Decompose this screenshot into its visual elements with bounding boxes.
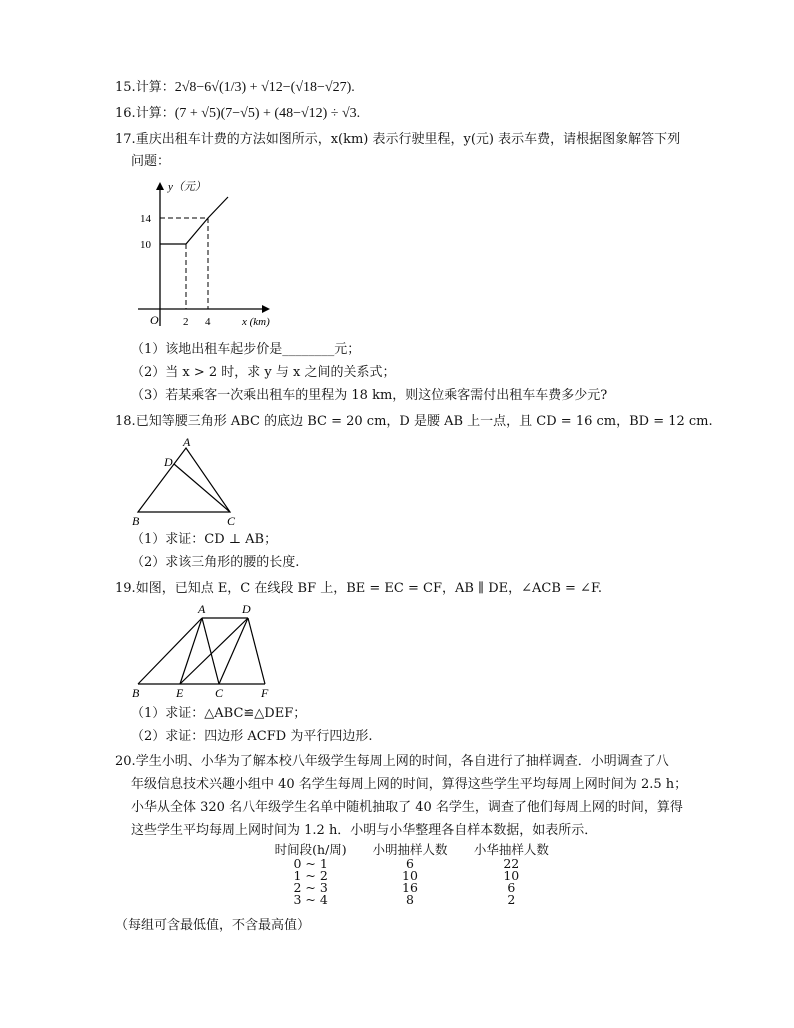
- q16-number: 16.: [115, 106, 136, 121]
- question-15: [115, 78, 355, 98]
- q17-origin-label: O: [150, 313, 159, 327]
- q19-label-F: F: [261, 686, 269, 700]
- q18-stem-text: 已知等腰三角形 ABC 的底边 BC = 20 cm，D 是腰 AB 上一点，且 CD = 16 cm，BD = 12 cm.: [135, 414, 713, 429]
- question-18-stem: [115, 412, 713, 432]
- q17-number: 17.: [115, 132, 136, 147]
- q20-text-line4: 这些学生平均每周上网时间为 1.2 h．小明与小华整理各自样本数据，如表所示．: [131, 823, 598, 838]
- table-cell: 6: [405, 856, 414, 871]
- table-header-cell: 时间段(h/周): [274, 842, 347, 857]
- q17-x-tick-4: 4: [205, 316, 211, 328]
- q18-part1: （1）求证：CD ⊥ AB；: [131, 532, 278, 547]
- q19-part1: （1）求证：△ABC≌△DEF；: [131, 706, 307, 721]
- q19-label-C: C: [215, 686, 224, 700]
- q17-x-axis-label: x (km): [242, 316, 270, 328]
- q20-text-line1: 学生小明、小华为了解本校八年级学生每周上网的时间，各自进行了抽样调查．小明调查了八: [135, 754, 669, 769]
- q17-part3: （3）若某乘客一次乘出租车的里程为 18 km，则这位乘客需付出租车车费多少元?: [131, 388, 608, 403]
- q20-sample-table: [262, 842, 562, 906]
- table-cell: 10: [503, 868, 520, 883]
- q18-label-A: A: [183, 436, 191, 449]
- q19-part2: （2）求证：四边形 ACFD 为平行四边形.: [131, 729, 373, 744]
- q19-label-B: B: [132, 686, 140, 700]
- q15-number: 15.: [115, 80, 136, 95]
- table-cell: 8: [405, 892, 414, 907]
- q17-y-axis-label: y（元）: [168, 181, 206, 193]
- q16-expression: (7 + √5)(7−√5) + (48−√12) ÷ √3.: [174, 106, 361, 121]
- q16-label: 计算：: [135, 106, 175, 121]
- q15-label: 计算：: [135, 80, 175, 95]
- q17-stem-line1: 重庆出租车计费的方法如图所示，x(km) 表示行驶里程，y(元) 表示车费，请根据图象解答下列: [135, 132, 681, 147]
- q20-number: 20.: [115, 754, 136, 769]
- table-cell: 22: [503, 856, 520, 871]
- table-cell: 1 ~ 2: [293, 868, 328, 883]
- q19-label-A: A: [198, 602, 206, 616]
- table-row: [262, 894, 562, 906]
- table-header-cell: 小华抽样人数: [473, 842, 549, 857]
- q19-number: 19.: [115, 581, 136, 596]
- q17-x-tick-2: 2: [183, 316, 189, 328]
- q19-label-D: D: [242, 602, 251, 616]
- q18-label-C: C: [227, 514, 236, 528]
- q15-expression: 2√8−6√(1/3) + √12−(√18−√27).: [174, 80, 355, 95]
- q18-label-D: D: [164, 455, 173, 469]
- question-16: [115, 104, 360, 124]
- table-cell: 2: [507, 892, 516, 907]
- question-20-line1: [115, 752, 669, 772]
- table-cell: 3 ~ 4: [293, 892, 328, 907]
- table-cell: 2 ~ 3: [293, 880, 328, 895]
- question-17-stem: [115, 130, 680, 150]
- q18-part2: （2）求该三角形的腰的长度.: [131, 555, 300, 570]
- table-cell: 6: [507, 880, 516, 895]
- table-header-cell: 小明抽样人数: [372, 842, 448, 857]
- table-cell: 10: [402, 868, 418, 883]
- q18-label-B: B: [132, 514, 140, 528]
- q17-stem-line2: 问题：: [131, 154, 171, 169]
- q18-triangle-figure: [128, 436, 248, 528]
- table-cell: 0 ~ 1: [293, 856, 328, 871]
- q20-table-note: （每组可含最低值，不含最高值）: [115, 918, 311, 933]
- q17-part2: （2）当 x > 2 时，求 y 与 x 之间的关系式；: [131, 365, 396, 380]
- q20-text-line2: 年级信息技术兴趣小组中 40 名学生每周上网的时间，算得这些学生平均每周上网时间为 2.5 h；: [131, 777, 688, 792]
- q19-stem-text: 如图，已知点 E，C 在线段 BF 上，BE = EC = CF，AB ∥ DE，∠ACB = ∠F.: [135, 581, 603, 596]
- q20-text-line3: 小华从全体 320 名八年级学生名单中随机抽取了 40 名学生，调查了他们每周上网的时间，算得: [131, 800, 683, 815]
- question-19-stem: [115, 579, 602, 599]
- q18-number: 18.: [115, 414, 136, 429]
- q17-fare-graph: [130, 176, 290, 336]
- q17-part1: （1）该地出租车起步价是________元；: [131, 342, 361, 357]
- q17-y-tick-10: 10: [140, 239, 151, 251]
- table-cell: 16: [402, 880, 418, 895]
- q19-label-E: E: [176, 686, 184, 700]
- q19-figure: [130, 602, 280, 700]
- q17-y-tick-14: 14: [140, 213, 151, 225]
